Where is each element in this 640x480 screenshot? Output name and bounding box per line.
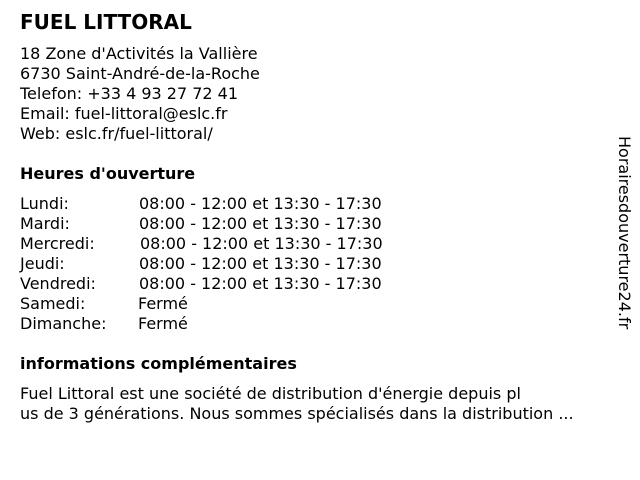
day-label: Samedi: — [20, 294, 86, 313]
site-name-vertical: Horairesdouverture24.fr — [615, 136, 634, 330]
time-value: 08:00 - 12:00 et 13:30 - 17:30 — [139, 274, 382, 293]
info-line-1: Fuel Littoral est une société de distribution d'énergie depuis pl — [20, 384, 521, 403]
hours-row-friday — [20, 274, 480, 294]
day-label: Mardi: — [20, 214, 70, 233]
day-label: Lundi: — [20, 194, 69, 213]
website-address: Web: eslc.fr/fuel-littoral/ — [20, 124, 213, 143]
time-value: Fermé — [138, 294, 188, 313]
time-value: Fermé — [138, 314, 188, 333]
time-value: 08:00 - 12:00 et 13:30 - 17:30 — [139, 214, 382, 233]
opening-hours-list — [20, 194, 480, 334]
business-contact — [20, 44, 260, 144]
email-address: Email: fuel-littoral@eslc.fr — [20, 104, 228, 123]
site-watermark — [614, 136, 634, 372]
time-value: 08:00 - 12:00 et 13:30 - 17:30 — [140, 234, 383, 253]
hours-row-tuesday — [20, 214, 480, 234]
hours-row-sunday — [20, 314, 480, 334]
day-label: Jeudi: — [20, 254, 65, 273]
day-label: Vendredi: — [20, 274, 96, 293]
business-name: FUEL LITTORAL — [20, 10, 192, 34]
time-value: 08:00 - 12:00 et 13:30 - 17:30 — [139, 254, 382, 273]
address-line-1: 18 Zone d'Activités la Vallière — [20, 44, 258, 63]
info-description — [20, 384, 574, 424]
day-label: Mercredi: — [20, 234, 95, 253]
phone-number: Telefon: +33 4 93 27 72 41 — [20, 84, 239, 103]
hours-row-monday — [20, 194, 480, 214]
info-heading: informations complémentaires — [20, 354, 297, 373]
address-line-2: 6730 Saint-André-de-la-Roche — [20, 64, 260, 83]
day-label: Dimanche: — [20, 314, 107, 333]
info-line-2: us de 3 générations. Nous sommes spécialisés dans la distribution ... — [20, 404, 574, 423]
hours-heading: Heures d'ouverture — [20, 164, 196, 183]
hours-row-saturday — [20, 294, 480, 314]
time-value: 08:00 - 12:00 et 13:30 - 17:30 — [139, 194, 382, 213]
hours-row-wednesday — [20, 234, 480, 254]
hours-row-thursday — [20, 254, 480, 274]
